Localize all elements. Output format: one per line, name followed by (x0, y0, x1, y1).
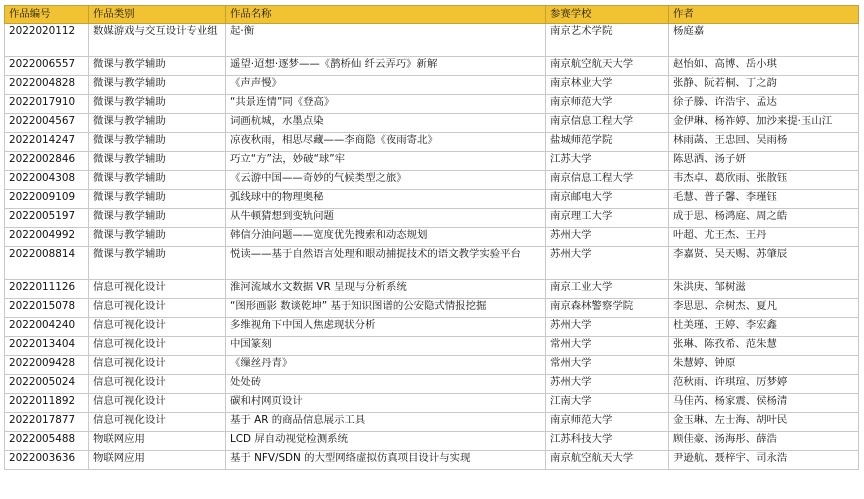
table-row (5, 375, 859, 394)
cell-category[interactable]: 物联网应用 (89, 432, 226, 451)
cell-authors[interactable]: 陈思洒、汤子妍 (669, 152, 859, 171)
cell-title[interactable]: 处处砖 (226, 375, 546, 394)
cell-school[interactable]: 南京林业大学 (546, 76, 669, 95)
col-header-authors[interactable]: 作者 (669, 6, 859, 24)
cell-school[interactable]: 南京理工大学 (546, 209, 669, 228)
cell-authors[interactable]: 成于思、杨鸿庭、周之皓 (669, 209, 859, 228)
cell-title[interactable]: 从牛顿猜想到变轨问题 (226, 209, 546, 228)
table-row (5, 152, 859, 171)
header-row (5, 6, 859, 24)
cell-school[interactable]: 苏州大学 (546, 375, 669, 394)
cell-id[interactable]: 2022004567 (5, 114, 89, 133)
table-row (5, 413, 859, 432)
table-row (5, 95, 859, 114)
col-header-school[interactable]: 参赛学校 (546, 6, 669, 24)
table-row (5, 209, 859, 228)
cell-title[interactable]: 《声声慢》 (226, 76, 546, 95)
cell-title[interactable]: 淮河流域水文数据 VR 呈现与分析系统 (226, 280, 546, 299)
cell-title[interactable]: 起·衡 (226, 24, 546, 57)
cell-title[interactable]: 词画杭城，水墨点染 (226, 114, 546, 133)
cell-title[interactable]: 巧立“方”法，妙破“球”牢 (226, 152, 546, 171)
cell-school[interactable]: 江苏大学 (546, 152, 669, 171)
cell-authors[interactable]: 张静、阮若桐、丁之韵 (669, 76, 859, 95)
cell-category[interactable]: 数媒游戏与交互设计专业组 (89, 24, 226, 57)
table-row (5, 114, 859, 133)
cell-category[interactable]: 信息可视化设计 (89, 318, 226, 337)
cell-id[interactable]: 2022009109 (5, 190, 89, 209)
cell-school[interactable]: 南京工业大学 (546, 280, 669, 299)
cell-authors[interactable]: 朱慧婷、钟原 (669, 356, 859, 375)
cell-title[interactable]: 多维视角下中国人焦虑现状分析 (226, 318, 546, 337)
cell-school[interactable]: 南京邮电大学 (546, 190, 669, 209)
cell-title[interactable]: 《缫丝丹青》 (226, 356, 546, 375)
cell-id[interactable]: 2022011892 (5, 394, 89, 413)
cell-title[interactable]: 《云游中国——奇妙的气候类型之旅》 (226, 171, 546, 190)
cell-id[interactable]: 2022004308 (5, 171, 89, 190)
cell-category[interactable]: 信息可视化设计 (89, 356, 226, 375)
cell-school[interactable]: 南京信息工程大学 (546, 114, 669, 133)
results-sheet (4, 5, 858, 470)
cell-authors[interactable]: 毛慧、普子馨、李瑾钰 (669, 190, 859, 209)
cell-id[interactable]: 2022020112 (5, 24, 89, 57)
cell-category[interactable]: 信息可视化设计 (89, 337, 226, 356)
cell-category[interactable]: 物联网应用 (89, 451, 226, 470)
table-row (5, 299, 859, 318)
cell-title[interactable]: 中国篆刻 (226, 337, 546, 356)
cell-id[interactable]: 2022013404 (5, 337, 89, 356)
cell-category[interactable]: 微课与教学辅助 (89, 171, 226, 190)
cell-id[interactable]: 2022017877 (5, 413, 89, 432)
cell-authors[interactable]: 马佳芮、杨家震、侯杨清 (669, 394, 859, 413)
cell-title[interactable]: 韩信分油问题——宽度优先搜索和动态规划 (226, 228, 546, 247)
cell-authors[interactable]: 尹逊航、聂梓宇、司永浩 (669, 451, 859, 470)
cell-authors[interactable]: 徐子滕、许浩宇、孟达 (669, 95, 859, 114)
cell-authors[interactable]: 金伊琳、杨祚婷、加沙来提·玉山江 (669, 114, 859, 133)
cell-category[interactable]: 信息可视化设计 (89, 299, 226, 318)
cell-title[interactable]: “共景连情”同《登高》 (226, 95, 546, 114)
cell-id[interactable]: 2022015078 (5, 299, 89, 318)
cell-id[interactable]: 2022005488 (5, 432, 89, 451)
cell-title[interactable]: 遥望·迢想·逐梦——《鹊桥仙 纤云弄巧》新解 (226, 57, 546, 76)
cell-category[interactable]: 微课与教学辅助 (89, 57, 226, 76)
cell-id[interactable]: 2022011126 (5, 280, 89, 299)
cell-id[interactable]: 2022006557 (5, 57, 89, 76)
table-row (5, 247, 859, 280)
cell-id[interactable]: 2022004992 (5, 228, 89, 247)
works-table (4, 5, 859, 470)
cell-id[interactable]: 2022004240 (5, 318, 89, 337)
table-row (5, 280, 859, 299)
cell-school[interactable]: 南京艺术学院 (546, 24, 669, 57)
cell-school[interactable]: 南京森林警察学院 (546, 299, 669, 318)
cell-authors[interactable]: 叶超、尤王杰、王丹 (669, 228, 859, 247)
col-header-id[interactable]: 作品编号 (5, 6, 89, 24)
cell-id[interactable]: 2022008814 (5, 247, 89, 280)
cell-authors[interactable]: 杜美瑾、王婷、李宏鑫 (669, 318, 859, 337)
cell-id[interactable]: 2022005024 (5, 375, 89, 394)
cell-title[interactable]: 凉夜秋雨，相思尽藏——李商隐《夜雨寄北》 (226, 133, 546, 152)
cell-category[interactable]: 微课与教学辅助 (89, 95, 226, 114)
cell-category[interactable]: 微课与教学辅助 (89, 114, 226, 133)
cell-authors[interactable]: 韦杰卓、葛欣雨、张散钰 (669, 171, 859, 190)
cell-school[interactable]: 常州大学 (546, 337, 669, 356)
cell-school[interactable]: 南京航空航天大学 (546, 57, 669, 76)
table-row (5, 24, 859, 57)
col-header-title[interactable]: 作品名称 (226, 6, 546, 24)
cell-authors[interactable]: 范秋雨、许琪瑄、厉梦婷 (669, 375, 859, 394)
cell-category[interactable]: 信息可视化设计 (89, 280, 226, 299)
cell-category[interactable]: 微课与教学辅助 (89, 152, 226, 171)
cell-school[interactable]: 南京航空航天大学 (546, 451, 669, 470)
cell-id[interactable]: 2022009428 (5, 356, 89, 375)
cell-title[interactable]: 基于 NFV/SDN 的大型网络虚拟仿真项目设计与实现 (226, 451, 546, 470)
cell-id[interactable]: 2022003636 (5, 451, 89, 470)
table-row (5, 318, 859, 337)
cell-school[interactable]: 南京师范大学 (546, 95, 669, 114)
cell-id[interactable]: 2022014247 (5, 133, 89, 152)
table-row (5, 190, 859, 209)
cell-authors[interactable]: 李嘉贤、吴天赐、苏肇辰 (669, 247, 859, 280)
cell-category[interactable]: 微课与教学辅助 (89, 247, 226, 280)
cell-school[interactable]: 江苏科技大学 (546, 432, 669, 451)
table-row (5, 228, 859, 247)
cell-authors[interactable]: 金玉琳、左士海、胡叶民 (669, 413, 859, 432)
cell-authors[interactable]: 顾佳豪、汤海彤、薛浩 (669, 432, 859, 451)
cell-authors[interactable]: 杨庭嘉 (669, 24, 859, 57)
cell-title[interactable]: 弧线球中的物理奥秘 (226, 190, 546, 209)
cell-category[interactable]: 信息可视化设计 (89, 375, 226, 394)
table-row (5, 76, 859, 95)
table-row (5, 356, 859, 375)
cell-title[interactable]: “图形画影 数谈乾坤” 基于知识图谱的公安隐式情报挖掘 (226, 299, 546, 318)
cell-category[interactable]: 微课与教学辅助 (89, 76, 226, 95)
cell-category[interactable]: 微课与教学辅助 (89, 190, 226, 209)
cell-authors[interactable]: 张琳、陈孜希、范朱慧 (669, 337, 859, 356)
cell-category[interactable]: 微课与教学辅助 (89, 133, 226, 152)
cell-school[interactable]: 江南大学 (546, 394, 669, 413)
cell-id[interactable]: 2022017910 (5, 95, 89, 114)
cell-category[interactable]: 信息可视化设计 (89, 394, 226, 413)
cell-title[interactable]: LCD 屏自动视觉检测系统 (226, 432, 546, 451)
cell-school[interactable]: 苏州大学 (546, 228, 669, 247)
cell-title[interactable]: 基于 AR 的商品信息展示工具 (226, 413, 546, 432)
cell-category[interactable]: 信息可视化设计 (89, 413, 226, 432)
cell-id[interactable]: 2022004828 (5, 76, 89, 95)
cell-authors[interactable]: 朱洪庚、邹树滋 (669, 280, 859, 299)
cell-authors[interactable]: 赵怡如、高博、岳小琪 (669, 57, 859, 76)
cell-title[interactable]: 悦读——基于自然语言处理和眼动捕捉技术的语文教学实验平台 (226, 247, 546, 280)
cell-category[interactable]: 微课与教学辅助 (89, 228, 226, 247)
cell-school[interactable]: 盐城师范学院 (546, 133, 669, 152)
table-row (5, 171, 859, 190)
cell-school[interactable]: 苏州大学 (546, 247, 669, 280)
table-row (5, 337, 859, 356)
cell-school[interactable]: 南京信息工程大学 (546, 171, 669, 190)
cell-authors[interactable]: 李思思、佘树杰、夏凡 (669, 299, 859, 318)
table-row (5, 133, 859, 152)
cell-id[interactable]: 2022002846 (5, 152, 89, 171)
cell-authors[interactable]: 林雨菡、王忠回、吴雨杨 (669, 133, 859, 152)
table-row (5, 394, 859, 413)
cell-school[interactable]: 常州大学 (546, 356, 669, 375)
table-row (5, 432, 859, 451)
table-row (5, 451, 859, 470)
cell-school[interactable]: 南京师范大学 (546, 413, 669, 432)
cell-title[interactable]: 碳和村网页设计 (226, 394, 546, 413)
cell-category[interactable]: 微课与教学辅助 (89, 209, 226, 228)
cell-school[interactable]: 苏州大学 (546, 318, 669, 337)
table-body (5, 24, 859, 470)
cell-id[interactable]: 2022005197 (5, 209, 89, 228)
table-row (5, 57, 859, 76)
col-header-category[interactable]: 作品类别 (89, 6, 226, 24)
